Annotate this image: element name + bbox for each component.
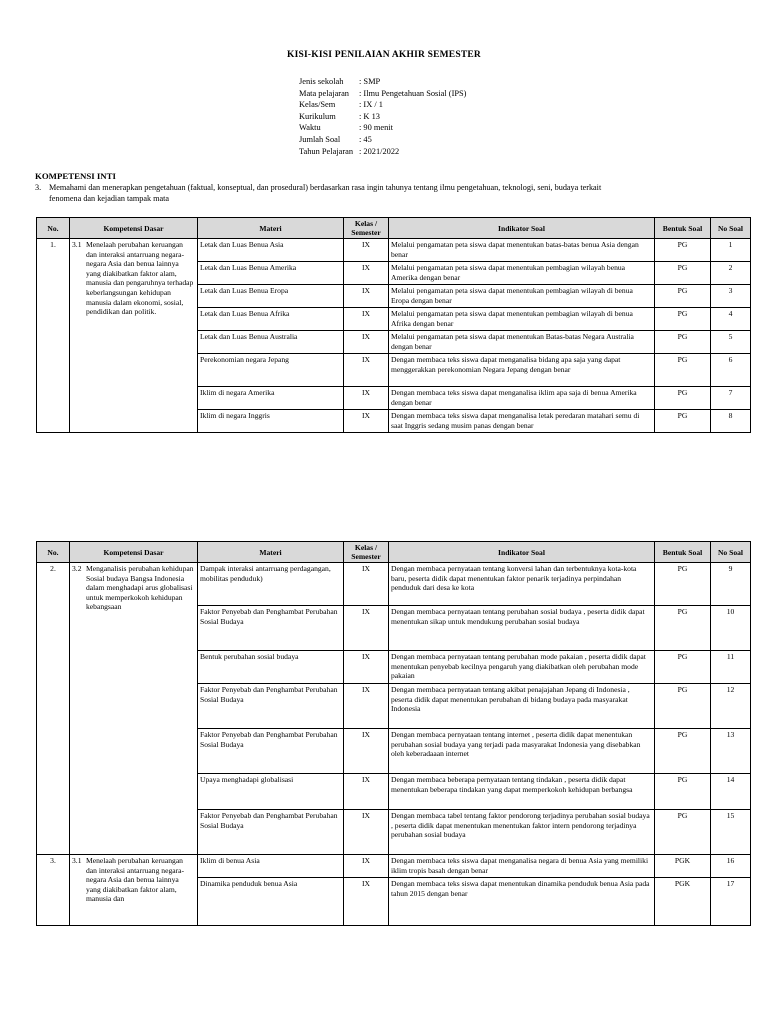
ki-line-2: fenomena dan kejadian tampak mata (49, 193, 170, 203)
kelas-cell: IX (344, 563, 389, 606)
header-bentuk-soal: Bentuk Soal (655, 218, 711, 239)
table-row (37, 563, 751, 606)
indikator-cell: Melalui pengamatan peta siswa dapat menentukan pembagian wilayah di benua Afrika dengan benar (389, 308, 655, 331)
meta-value: : Ilmu Pengetahuan Sosial (IPS) (359, 88, 467, 98)
indikator-cell: Dengan membaca teks siswa dapat menganalisa bidang apa saja yang dapat menggerakkan perekonomian Negara Jepang dengan benar (389, 354, 655, 387)
bentuk-cell: PG (655, 410, 711, 433)
indikator-cell: Dengan membaca beberapa pernyataan tentang tindakan , peserta didik dapat menentukan beberapa tindakan yang dapat memperkokoh kehidupan berbangsa (389, 774, 655, 810)
nosoal-cell: 14 (711, 774, 751, 810)
ki-number: 3. (35, 183, 42, 192)
kd-text: Menganalisis perubahan kehidupan Sosial budaya Bangsa Indonesia dalam menghadapi arus globalisasi untuk memperkokoh kehidupan kebangsaan (86, 564, 194, 612)
kelas-cell: IX (344, 239, 389, 262)
kelas-cell: IX (344, 774, 389, 810)
materi-cell: Bentuk perubahan sosial budaya (198, 651, 344, 684)
bentuk-cell: PG (655, 563, 711, 606)
indikator-cell: Dengan membaca teks siswa dapat menentukan dinamika penduduk benua Asia pada tahun 2015 dengan benar (389, 878, 655, 926)
meta-row (299, 134, 466, 146)
nosoal-cell: 3 (711, 285, 751, 308)
indikator-cell: Dengan membaca teks siswa dapat menganalisa iklim apa saja di benua Amerika dengan benar (389, 387, 655, 410)
meta-label: Kurikulum (299, 111, 336, 121)
header-kompetensi-dasar: Kompetensi Dasar (70, 542, 198, 563)
bentuk-cell: PG (655, 308, 711, 331)
bentuk-cell: PG (655, 729, 711, 774)
kompetensi-inti-text (35, 183, 725, 204)
kelas-cell: IX (344, 285, 389, 308)
kelas-cell: IX (344, 354, 389, 387)
nosoal-cell: 7 (711, 387, 751, 410)
row-number: 2. (37, 563, 70, 855)
nosoal-cell: 12 (711, 684, 751, 729)
kompetensi-dasar-cell (70, 855, 198, 926)
bentuk-cell: PG (655, 239, 711, 262)
meta-row (299, 99, 466, 111)
kd-number: 3.1 (72, 856, 82, 865)
materi-cell: Faktor Penyebab dan Penghambat Perubahan Sosial Budaya (198, 729, 344, 774)
kisi-table-2 (36, 541, 751, 926)
materi-cell: Dampak interaksi antarruang perdagangan, mobilitas penduduk) (198, 563, 344, 606)
bentuk-cell: PG (655, 331, 711, 354)
bentuk-cell: PG (655, 606, 711, 651)
meta-label: Jenis sekolah (299, 77, 344, 86)
meta-value: : IX / 1 (359, 100, 383, 110)
bentuk-cell: PG (655, 684, 711, 729)
indikator-cell: Dengan membaca teks siswa dapat menganalisa letak peredaran matahari semu di saat Inggris sedang musim panas dengan benar (389, 410, 655, 433)
header-materi: Materi (198, 218, 344, 239)
indikator-cell: Dengan membaca pernyataan tentang akibat penajajahan Jepang di Indonesia , peserta didik dapat menentukan perubahan di bidang budaya pada masyarakat Indonesia (389, 684, 655, 729)
materi-cell: Letak dan Luas Benua Australia (198, 331, 344, 354)
nosoal-cell: 1 (711, 239, 751, 262)
materi-cell: Iklim di negara Inggris (198, 410, 344, 433)
kelas-cell: IX (344, 606, 389, 651)
row-number: 3. (37, 855, 70, 926)
kelas-cell: IX (344, 651, 389, 684)
indikator-cell: Dengan membaca pernyataan tentang internet , peserta didik dapat menentukan perubahan sosial budaya yang terjadi pada masyarakat Indonesia yang disebabkan oleh keberadaaan internet (389, 729, 655, 774)
kd-number: 3.1 (72, 240, 82, 249)
kelas-cell: IX (344, 331, 389, 354)
indikator-cell: Melalui pengamatan peta siswa dapat menentukan pembagian wilayah benua Amerika dengan benar (389, 262, 655, 285)
meta-row (299, 111, 466, 123)
nosoal-cell: 17 (711, 878, 751, 926)
header-no-soal: No Soal (711, 542, 751, 563)
table-header-row (37, 218, 751, 239)
document-title: KISI-KISI PENILAIAN AKHIR SEMESTER (287, 50, 481, 60)
nosoal-cell: 8 (711, 410, 751, 433)
kelas-cell: IX (344, 878, 389, 926)
materi-cell: Letak dan Luas Benua Afrika (198, 308, 344, 331)
header-materi: Materi (198, 542, 344, 563)
meta-value: : 2021/2022 (359, 146, 400, 156)
ki-line-1: Memahami dan menerapkan pengetahuan (faktual, konseptual, dan prosedural) berdasarkan rasa ingin tahunya tentang ilmu pengetahuan, teknologi, seni, budaya terkait (49, 183, 602, 192)
materi-cell: Iklim di negara Amerika (198, 387, 344, 410)
table-row (37, 239, 751, 262)
meta-row (299, 88, 466, 100)
meta-row (299, 122, 466, 134)
meta-value: : 90 menit (359, 123, 393, 133)
indikator-cell: Dengan membaca teks siswa dapat menganalisa negara di benua Asia yang memiliki iklim tropis basah dengan benar (389, 855, 655, 878)
materi-cell: Dinamika penduduk benua Asia (198, 878, 344, 926)
nosoal-cell: 5 (711, 331, 751, 354)
header-no-soal: No Soal (711, 218, 751, 239)
table-header-row (37, 542, 751, 563)
materi-cell: Perekonomian negara Jepang (198, 354, 344, 387)
kelas-cell: IX (344, 684, 389, 729)
kelas-cell: IX (344, 387, 389, 410)
materi-cell: Letak dan Luas Benua Asia (198, 239, 344, 262)
header-indikator-soal: Indikator Soal (389, 542, 655, 563)
bentuk-cell: PG (655, 387, 711, 410)
materi-cell: Upaya menghadapi globalisasi (198, 774, 344, 810)
header-no: No. (37, 542, 70, 563)
meta-label: Kelas/Sem (299, 100, 336, 110)
nosoal-cell: 6 (711, 354, 751, 387)
nosoal-cell: 10 (711, 606, 751, 651)
bentuk-cell: PG (655, 262, 711, 285)
bentuk-cell: PG (655, 810, 711, 855)
kd-number: 3.2 (72, 564, 82, 573)
meta-value: : SMP (359, 77, 381, 86)
meta-label: Tahun Pelajaran (299, 146, 354, 156)
header-kelas-semester: Kelas / Semester (344, 218, 389, 239)
nosoal-cell: 13 (711, 729, 751, 774)
bentuk-cell: PGK (655, 855, 711, 878)
nosoal-cell: 15 (711, 810, 751, 855)
bentuk-cell: PG (655, 285, 711, 308)
meta-value: : K 13 (359, 111, 380, 121)
meta-value: : 45 (359, 134, 372, 144)
kisi-table-1 (36, 217, 751, 433)
indikator-cell: Melalui pengamatan peta siswa dapat menentukan batas-batas benua Asia dengan benar (389, 239, 655, 262)
indikator-cell: Melalui pengamatan peta siswa dapat menentukan pembagian wilayah di benua Eropa dengan benar (389, 285, 655, 308)
kelas-cell: IX (344, 729, 389, 774)
bentuk-cell: PG (655, 651, 711, 684)
meta-label: Jumlah Soal (299, 134, 341, 144)
kompetensi-dasar-cell (70, 239, 198, 433)
kelas-cell: IX (344, 308, 389, 331)
nosoal-cell: 4 (711, 308, 751, 331)
header-kompetensi-dasar: Kompetensi Dasar (70, 218, 198, 239)
kompetensi-inti-heading: KOMPETENSI INTI (35, 171, 116, 181)
kd-text: Menelaah perubahan keruangan dan interaksi antarruang negara-negara Asia dan benua lainnya yang diakibatkan faktor alam, manusia dan pengaruhnya terhadap keberlangsungan kehidupan manusia dalam ekonomi, sosial, pendidikan dan politik. (86, 240, 194, 317)
table-row (37, 855, 751, 878)
materi-cell: Faktor Penyebab dan Penghambat Perubahan Sosial Budaya (198, 606, 344, 651)
materi-cell: Faktor Penyebab dan Penghambat Perubahan Sosial Budaya (198, 684, 344, 729)
meta-row (299, 146, 466, 158)
indikator-cell: Dengan membaca pernyataan tentang perubahan sosial budaya , peserta didik dapat menentukan sikap untuk mendukung perubahan sosial budaya (389, 606, 655, 651)
indikator-cell: Dengan membaca tabel tentang faktor pendorong terjadinya perubahan sosial budaya , peserta didik dapat menentukan menentukan faktor intern pendorong terjadinya perubahan sosial budaya (389, 810, 655, 855)
indikator-cell: Melalui pengamatan peta siswa dapat menentukan Batas-batas Negara Australia dengan benar (389, 331, 655, 354)
bentuk-cell: PG (655, 774, 711, 810)
materi-cell: Letak dan Luas Benua Amerika (198, 262, 344, 285)
indikator-cell: Dengan membaca pernyataan tentang konversi lahan dan terbentuknya kota-kota baru, peserta didik dapat menentukan faktor penarik terjadinya perpindahan penduduk dari desa ke kota (389, 563, 655, 606)
meta-label: Waktu (299, 123, 321, 133)
materi-cell: Letak dan Luas Benua Eropa (198, 285, 344, 308)
materi-cell: Faktor Penyebab dan Penghambat Perubahan Sosial Budaya (198, 810, 344, 855)
meta-label: Mata pelajaran (299, 88, 349, 98)
kd-text: Menelaah perubahan keruangan dan interaksi antarruang negara-negara Asia dan benua lainnya yang diakibatkan faktor alam, manusia dan (86, 856, 185, 904)
kelas-cell: IX (344, 855, 389, 878)
nosoal-cell: 11 (711, 651, 751, 684)
header-bentuk-soal: Bentuk Soal (655, 542, 711, 563)
exam-metadata (299, 76, 466, 157)
bentuk-cell: PG (655, 354, 711, 387)
kelas-cell: IX (344, 810, 389, 855)
nosoal-cell: 16 (711, 855, 751, 878)
header-indikator-soal: Indikator Soal (389, 218, 655, 239)
indikator-cell: Dengan membaca pernyataan tentang perubahan mode pakaian , peserta didik dapat menentukan penyebab kecilnya pengaruh yang diakibatkan oleh perubahan mode pakaian (389, 651, 655, 684)
header-no: No. (37, 218, 70, 239)
kelas-cell: IX (344, 410, 389, 433)
kompetensi-dasar-cell (70, 563, 198, 855)
header-kelas-semester: Kelas / Semester (344, 542, 389, 563)
nosoal-cell: 9 (711, 563, 751, 606)
row-number: 1. (37, 239, 70, 433)
kelas-cell: IX (344, 262, 389, 285)
bentuk-cell: PGK (655, 878, 711, 926)
meta-row (299, 76, 466, 88)
nosoal-cell: 2 (711, 262, 751, 285)
materi-cell: Iklim di benua Asia (198, 855, 344, 878)
